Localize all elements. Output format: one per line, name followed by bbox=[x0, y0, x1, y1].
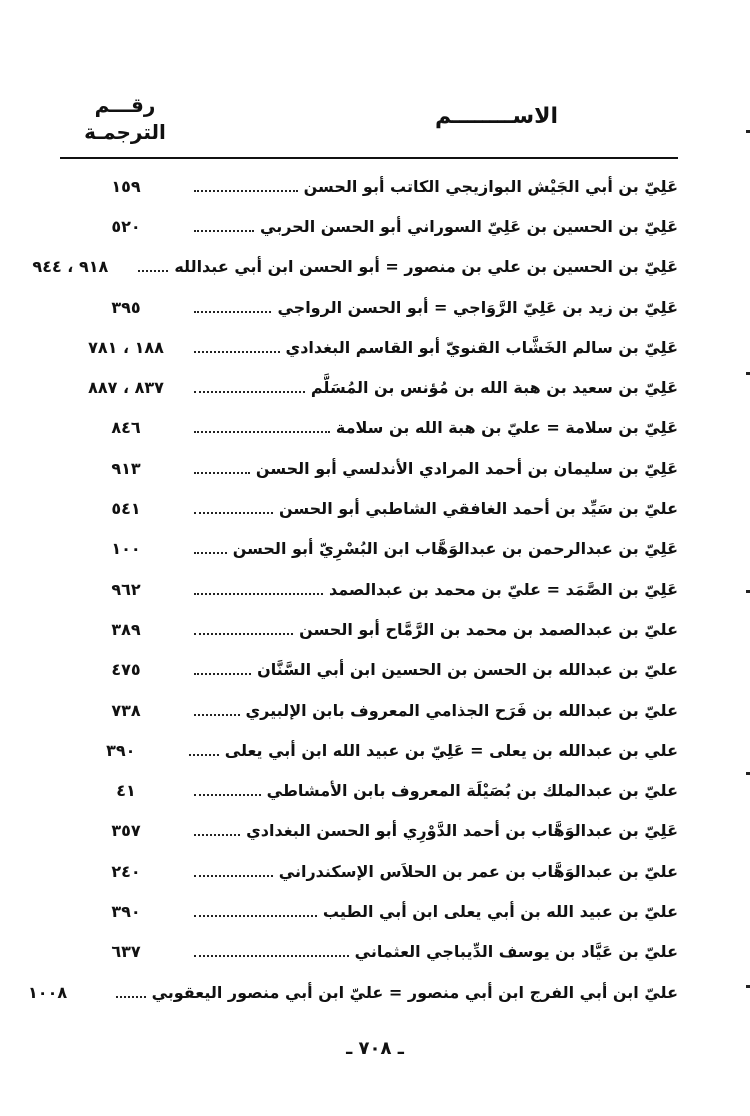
dot-leader bbox=[194, 471, 250, 474]
dot-leader bbox=[194, 632, 293, 635]
dot-leader bbox=[194, 713, 240, 716]
margin-mark bbox=[746, 985, 750, 988]
list-item bbox=[66, 891, 678, 931]
entry-number: ١٠٠ bbox=[111, 539, 141, 559]
dot-leader bbox=[189, 753, 219, 756]
entry-number: ٤١ bbox=[116, 781, 136, 801]
list-item bbox=[28, 972, 678, 1012]
entry-name: علي بن عبدالله بن يعلى = عَلِيّ بن عبيد الله ابن أبي يعلى bbox=[224, 740, 678, 760]
dot-leader bbox=[194, 672, 251, 675]
entry-name: عَلِيّ بن سالم الخَشَّاب القنويّ أبو القاسم البغدادي bbox=[285, 337, 678, 357]
entry-number: ٦٣٧ bbox=[111, 942, 141, 962]
table-header bbox=[60, 88, 678, 158]
entry-number: ٣٥٧ bbox=[111, 821, 141, 841]
entry-name: عليّ بن عبدالملك بن بُصَيْلَة المعروف بابن الأمشاطي bbox=[266, 781, 678, 801]
entry-number: ٣٩٠ bbox=[106, 740, 136, 760]
entry-number: ٥٤١ bbox=[111, 499, 141, 519]
entry-name: عَلِيّ بن زيد بن عَلِيّ الرَّوَاجي = أبو الحسن الرواجي bbox=[277, 297, 678, 317]
dot-leader bbox=[194, 592, 323, 595]
margin-mark bbox=[746, 372, 750, 375]
entry-name: عليّ بن عبدالصمد بن محمد بن الرَّمَّاح أبو الحسن bbox=[299, 619, 678, 639]
margin-mark bbox=[746, 130, 750, 133]
page-number: ـ ٧٠٨ ـ bbox=[346, 1038, 404, 1059]
header-divider bbox=[60, 157, 678, 159]
entry-number: ٢٤٠ bbox=[111, 861, 141, 881]
list-item bbox=[66, 327, 678, 367]
entry-name: عَلِيّ بن عبدالوَهَّاب بن أحمد الدَّوْرِي أبو الحسن البغدادي bbox=[246, 821, 678, 841]
entry-name: عَلِيّ بن سليمان بن أحمد المرادي الأندلسي أبو الحسن bbox=[255, 458, 678, 478]
entry-number: ٥٢٠ bbox=[111, 216, 141, 236]
entry-name: عليّ بن عَيَّاد بن يوسف الدِّيباجي العثماني bbox=[354, 942, 678, 962]
list-item bbox=[66, 448, 678, 488]
margin-mark bbox=[746, 590, 750, 593]
entry-name: عَلِيّ بن عبدالرحمن بن عبدالوَهَّاب ابن البُسْرِيّ أبو الحسن bbox=[232, 539, 678, 559]
dot-leader bbox=[116, 995, 146, 998]
entry-number: ٣٩٥ bbox=[111, 297, 141, 317]
entry-name: عَلِيّ بن أبي الجَيْش البوازيجي الكاتب أبو الحسن bbox=[303, 176, 678, 196]
dot-leader bbox=[194, 189, 298, 192]
number-header-line2: الترجمـة bbox=[84, 120, 166, 144]
number-column-header bbox=[80, 92, 170, 146]
list-item bbox=[66, 488, 678, 528]
entry-name: عليّ ابن أبي الفرج ابن أبي منصور = عليّ ابن أبي منصور اليعقوبي bbox=[151, 982, 678, 1002]
list-item bbox=[32, 247, 678, 287]
list-item bbox=[66, 569, 678, 609]
entry-number: ٧٣٨ bbox=[111, 700, 141, 720]
dot-leader bbox=[194, 229, 254, 232]
dot-leader bbox=[194, 430, 330, 433]
entry-name: عَلِيّ بن الحسين بن علي بن منصور = أبو الحسن ابن أبي عبدالله bbox=[174, 257, 678, 277]
dot-leader bbox=[194, 350, 280, 353]
entry-name: عليّ بن عبيد الله بن أبي يعلى ابن أبي الطيب bbox=[322, 901, 678, 921]
entry-number: ٩٦٢ bbox=[111, 579, 141, 599]
entry-name: عَلِيّ بن الصَّمَد = عليّ بن محمد بن عبدالصمد bbox=[328, 579, 678, 599]
dot-leader bbox=[194, 511, 273, 514]
dot-leader bbox=[194, 833, 240, 836]
list-item bbox=[66, 932, 678, 972]
list-item bbox=[66, 206, 678, 246]
list-item bbox=[66, 851, 678, 891]
entry-name: عليّ بن سَيِّد بن أحمد الغافقي الشاطبي أبو الحسن bbox=[278, 499, 678, 519]
entry-number: ٤٧٥ bbox=[111, 660, 141, 680]
entry-number: ١٨٨ ، ٧٨١ bbox=[88, 337, 164, 357]
list-item bbox=[66, 690, 678, 730]
dot-leader bbox=[194, 390, 305, 393]
dot-leader bbox=[194, 874, 273, 877]
entry-number: ٣٩٠ bbox=[111, 901, 141, 921]
list-item bbox=[66, 609, 678, 649]
entry-number: ٨٤٦ bbox=[111, 418, 141, 438]
list-item bbox=[66, 650, 678, 690]
list-item bbox=[66, 811, 678, 851]
entry-number: ٩١٣ bbox=[111, 458, 141, 478]
name-column-header: الاســــــــم bbox=[435, 104, 558, 129]
list-item bbox=[66, 730, 678, 770]
number-header-line1: رقـــم bbox=[94, 93, 156, 117]
list-item bbox=[66, 770, 678, 810]
entry-name: عَلِيّ بن الحسين بن عَلِيّ السوراني أبو الحسن الحربي bbox=[260, 216, 678, 236]
dot-leader bbox=[194, 310, 271, 313]
entry-name: عَلِيّ بن سعيد بن هبة الله بن مُؤنس بن المُسَلَّم bbox=[310, 378, 678, 398]
dot-leader bbox=[194, 551, 227, 554]
dot-leader bbox=[138, 269, 168, 272]
dot-leader bbox=[194, 793, 261, 796]
entry-name: عليّ بن عبدالله بن فَرَح الجذامي المعروف بابن الإلبيري bbox=[245, 700, 678, 720]
list-item bbox=[66, 287, 678, 327]
list-item bbox=[66, 529, 678, 569]
list-item bbox=[66, 408, 678, 448]
dot-leader bbox=[194, 914, 317, 917]
entry-number: ٣٨٩ bbox=[111, 619, 141, 639]
entry-number: ٨٣٧ ، ٨٨٧ bbox=[88, 378, 164, 398]
list-item bbox=[66, 367, 678, 407]
entry-name: عليّ بن عبدالله بن الحسن بن الحسين ابن أبي السَّنَّان bbox=[257, 660, 678, 680]
margin-mark bbox=[746, 772, 750, 775]
list-item bbox=[66, 166, 678, 206]
entries-list bbox=[28, 166, 678, 1012]
entry-name: عَلِيّ بن سلامة = عليّ بن هبة الله بن سلامة bbox=[335, 418, 678, 438]
dot-leader bbox=[194, 954, 349, 957]
entry-number: ١٠٠٨ bbox=[28, 982, 68, 1002]
entry-number: ٩١٨ ، ٩٤٤ bbox=[32, 257, 109, 277]
entry-number: ١٥٩ bbox=[111, 176, 141, 196]
entry-name: عليّ بن عبدالوَهَّاب بن عمر بن الحلاَس الإسكندراني bbox=[278, 861, 678, 881]
